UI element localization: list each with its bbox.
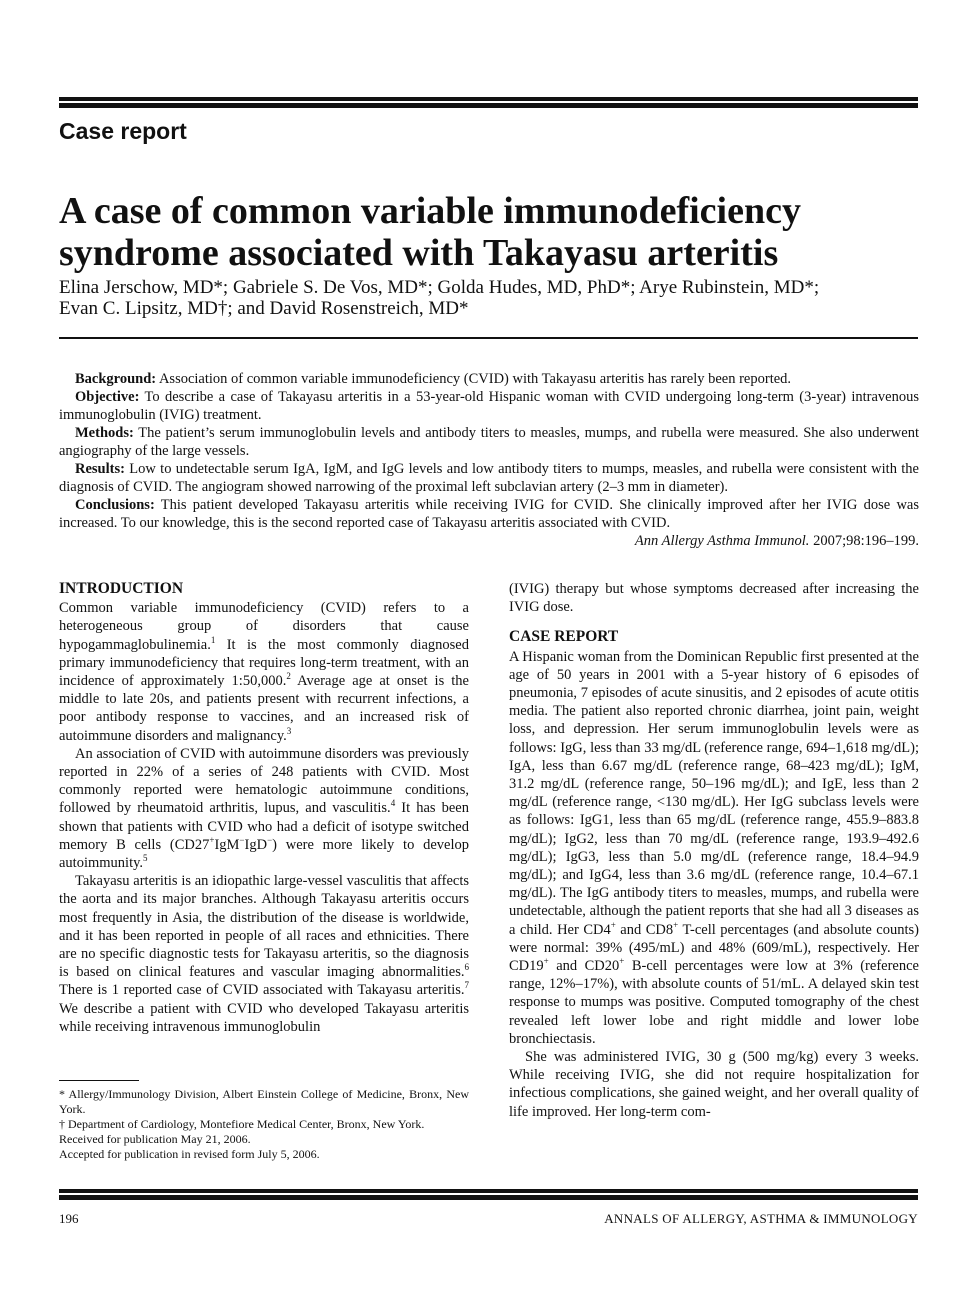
case-p1-text-c: T-cell percentages (and absolute counts) were normal: 39% (495/mL) and 48% (609/mL), respectively. Her CD19 <box>509 921 919 975</box>
sup-minus: − <box>239 835 245 846</box>
footnote-accepted: Accepted for publication in revised form July 5, 2006. <box>59 1147 320 1161</box>
case-p1-text-a: A Hispanic woman from the Dominican Republic first presented at the age of 50 years in 2001 with a 5-year history of 6 episodes of pneumonia, 7 episodes of acute sinusitis, and 2 episodes of acute otitis media. The patient also reported chronic diarrhea, joint pain, weight loss, and depression. Her serum immunoglobulin levels were as follows: IgG, less than 33 mg/dL (reference range, 694–1,618 mg/dL); IgA, less than 6.67 mg/dL (reference range, 68–423 mg/dL); IgM, 31.2 mg/dL (reference range, 50–196 mg/dL); and IgE, less than 2 mg/dL (reference range, <130 mg/dL). Her IgG subclass levels were as follows: IgG1, less than 65 mg/dL (reference range, 455.9–883.8 mg/dL); IgG2, less than 70 mg/dL (reference range, 193.9–492.6 mg/dL); IgG3, less than 5.0 mg/dL (reference range, 18.4–94.9 mg/dL); and IgG4, less than 3.6 mg/dL (reference range, 10.4–67.1 mg/dL). The IgG antibody titers to measles, mumps, and rubella were undetectable, although the patient reports that she had all 3 diseases as a child. Her CD4 <box>509 648 919 938</box>
sup-plus: + <box>543 956 549 967</box>
author-list <box>59 277 919 319</box>
sup-plus: + <box>619 956 625 967</box>
intro-paragraph-2 <box>59 745 469 872</box>
citation-journal: Ann Allergy Asthma Immunol. <box>634 533 810 549</box>
intro-paragraph-3 <box>59 872 469 1036</box>
intro-p2-text-e: ) were more likely to develop autoimmunity. <box>59 836 469 872</box>
journal-name: ANNALS OF ALLERGY, ASTHMA & IMMUNOLOGY <box>604 1211 918 1226</box>
case-p1-text-e: B-cell percentages were low at 3% (reference range, 12%–17%), with absolute counts of 51/mL. A delayed skin test response to mumps was positive. Computed tomography of the chest revealed left lower lobe and right middle and lower lobe bronchiectasis. <box>509 958 919 1047</box>
intro-p2-text-a: An association of CVID with autoimmune disorders was previously reported in 22% of a series of 248 patients with CVID. Most commonly reported were hematologic autoimmune conditions, followed by rheumatoid arthritis, lupus, and vasculitis. <box>59 745 469 817</box>
introduction-heading: INTRODUCTION <box>59 580 184 597</box>
abstract-top-rule <box>59 337 918 339</box>
abstract-conclusions <box>59 496 919 532</box>
results-text: Low to undetectable serum IgA, IgM, and IgG levels and low antibody titers to mumps, measles, and rubella were consistent with the diagnosis of CVID. The angiogram showed narrowing of the proximal left subclavian artery (2–3 mm in diameter). <box>59 461 919 495</box>
case-paragraph-1 <box>509 648 919 1048</box>
top-rule-lower <box>59 103 918 108</box>
article-title: A case of common variable immunodeficiency syndrome associated with Takayasu arteritis <box>59 190 801 274</box>
authors-line-2: Evan C. Lipsitz, MD†; and David Rosenstreich, MD* <box>59 298 469 319</box>
ref-7: 7 <box>464 980 469 991</box>
conclusions-label: Conclusions: <box>75 497 155 513</box>
citation-ref: 2007;98:196–199. <box>809 533 919 549</box>
ref-1: 1 <box>210 634 216 645</box>
continuation-paragraph: (IVIG) therapy but whose symptoms decreased after increasing the IVIG dose. <box>509 581 919 616</box>
ref-4: 4 <box>390 798 396 809</box>
ref-3: 3 <box>286 725 292 736</box>
objective-label: Objective: <box>75 389 140 405</box>
intro-p1-text-c: Average age at onset is the middle to late 20s, and patients present with recurrent infections, a poor antibody response to vaccines, and an increased risk of autoimmune disorders and malignancy. <box>59 673 469 744</box>
conclusions-text: This patient developed Takayasu arteritis while receiving IVIG for CVID. She clinically improved after her IVIG dose was increased. To our knowledge, this is the second reported case of Takayasu arteritis associated with CVID. <box>59 497 919 531</box>
case-p1-text-d: and CD20 <box>548 958 620 975</box>
footnotes <box>59 1087 469 1162</box>
intro-p3-text-a: Takayasu arteritis is an idiopathic large-vessel vasculitis that affects the aorta and its major branches. Although Takayasu arteritis occurs most frequently in Asia, the distribution of the disease is worldwide, and it has been reported in people of all races and ethnicities. There are no specific diagnostic tests for Takayasu arteritis, so the diagnosis is based on clinical features and vascular imaging abnormalities. <box>59 873 469 981</box>
intro-p3-text-b: There is 1 reported case of CVID associated with Takayasu arteritis. <box>59 982 465 999</box>
results-label: Results: <box>75 461 125 477</box>
abstract-objective <box>59 388 919 424</box>
footnote-rule <box>59 1080 139 1081</box>
section-label: Case report <box>59 118 187 144</box>
sup-minus: − <box>267 835 273 846</box>
intro-paragraph-1 <box>59 599 469 745</box>
sup-plus: + <box>209 835 215 846</box>
case-paragraph-2: She was administered IVIG, 30 g (500 mg/kg) every 3 weeks. While receiving IVIG, she did not require hospitalization for infectious complications, she gained weight, and her overall quality of life improved. Her long-term com- <box>509 1049 919 1120</box>
abstract <box>59 370 919 550</box>
methods-text: The patient’s serum immunoglobulin levels and antibody titers to measles, mumps, and rubella were measured. She also underwent angiography of the large vessels. <box>59 425 919 459</box>
intro-p2-text-d: IgD <box>244 836 268 853</box>
page-number: 196 <box>59 1211 79 1226</box>
left-column <box>59 580 469 1036</box>
authors-line-1: Elina Jerschow, MD*; Gabriele S. De Vos, MD*; Golda Hudes, MD, PhD*; Arye Rubinstein, MD*; <box>59 277 820 298</box>
objective-text: To describe a case of Takayasu arteritis in a 53-year-old Hispanic woman with CVID undergoing long-term (3-year) intravenous immunoglobulin (IVIG) treatment. <box>59 389 919 423</box>
abstract-results <box>59 460 919 496</box>
background-label: Background: <box>75 371 157 387</box>
case-report-heading: CASE REPORT <box>509 628 619 646</box>
footnote-affiliation-2: † Department of Cardiology, Montefiore Medical Center, Bronx, New York. <box>59 1117 425 1131</box>
intro-p1-text-b: It is the most commonly diagnosed primary immunodeficiency that requires long-term treatment, with an incidence of approximately 1:50,000. <box>59 636 469 690</box>
sup-plus: + <box>673 919 679 930</box>
ref-6: 6 <box>464 962 469 973</box>
top-rule-upper <box>59 97 918 101</box>
background-text: Association of common variable immunodeficiency (CVID) with Takayasu arteritis has rarely been reported. <box>156 371 792 387</box>
ref-5: 5 <box>143 853 148 864</box>
intro-p2-text-c: IgM <box>214 836 240 853</box>
intro-p1-text-a: Common variable immunodeficiency (CVID) refers to a heterogeneous group of disorders that cause hypogammaglobulinemia. <box>59 600 469 653</box>
case-p1-text-b: and CD8 <box>615 921 674 938</box>
abstract-methods <box>59 424 919 460</box>
intro-p2-text-b: It has been shown that patients with CVID who had a deficit of isotype switched memory B cells (CD27 <box>59 800 469 853</box>
bottom-rule-upper <box>59 1189 918 1193</box>
right-column <box>509 580 919 1121</box>
methods-label: Methods: <box>75 425 134 441</box>
citation <box>59 532 919 550</box>
abstract-background <box>59 370 919 388</box>
intro-p3-text-c: We describe a patient with CVID who developed Takayasu arteritis while receiving intravenous immunoglobulin <box>59 1000 469 1035</box>
footnote-affiliation-1: * Allergy/Immunology Division, Albert Einstein College of Medicine, Bronx, New York. <box>59 1087 469 1116</box>
bottom-rule-lower <box>59 1195 918 1200</box>
footnote-received: Received for publication May 21, 2006. <box>59 1132 251 1146</box>
ref-2: 2 <box>286 671 291 682</box>
sup-plus: + <box>610 919 616 930</box>
